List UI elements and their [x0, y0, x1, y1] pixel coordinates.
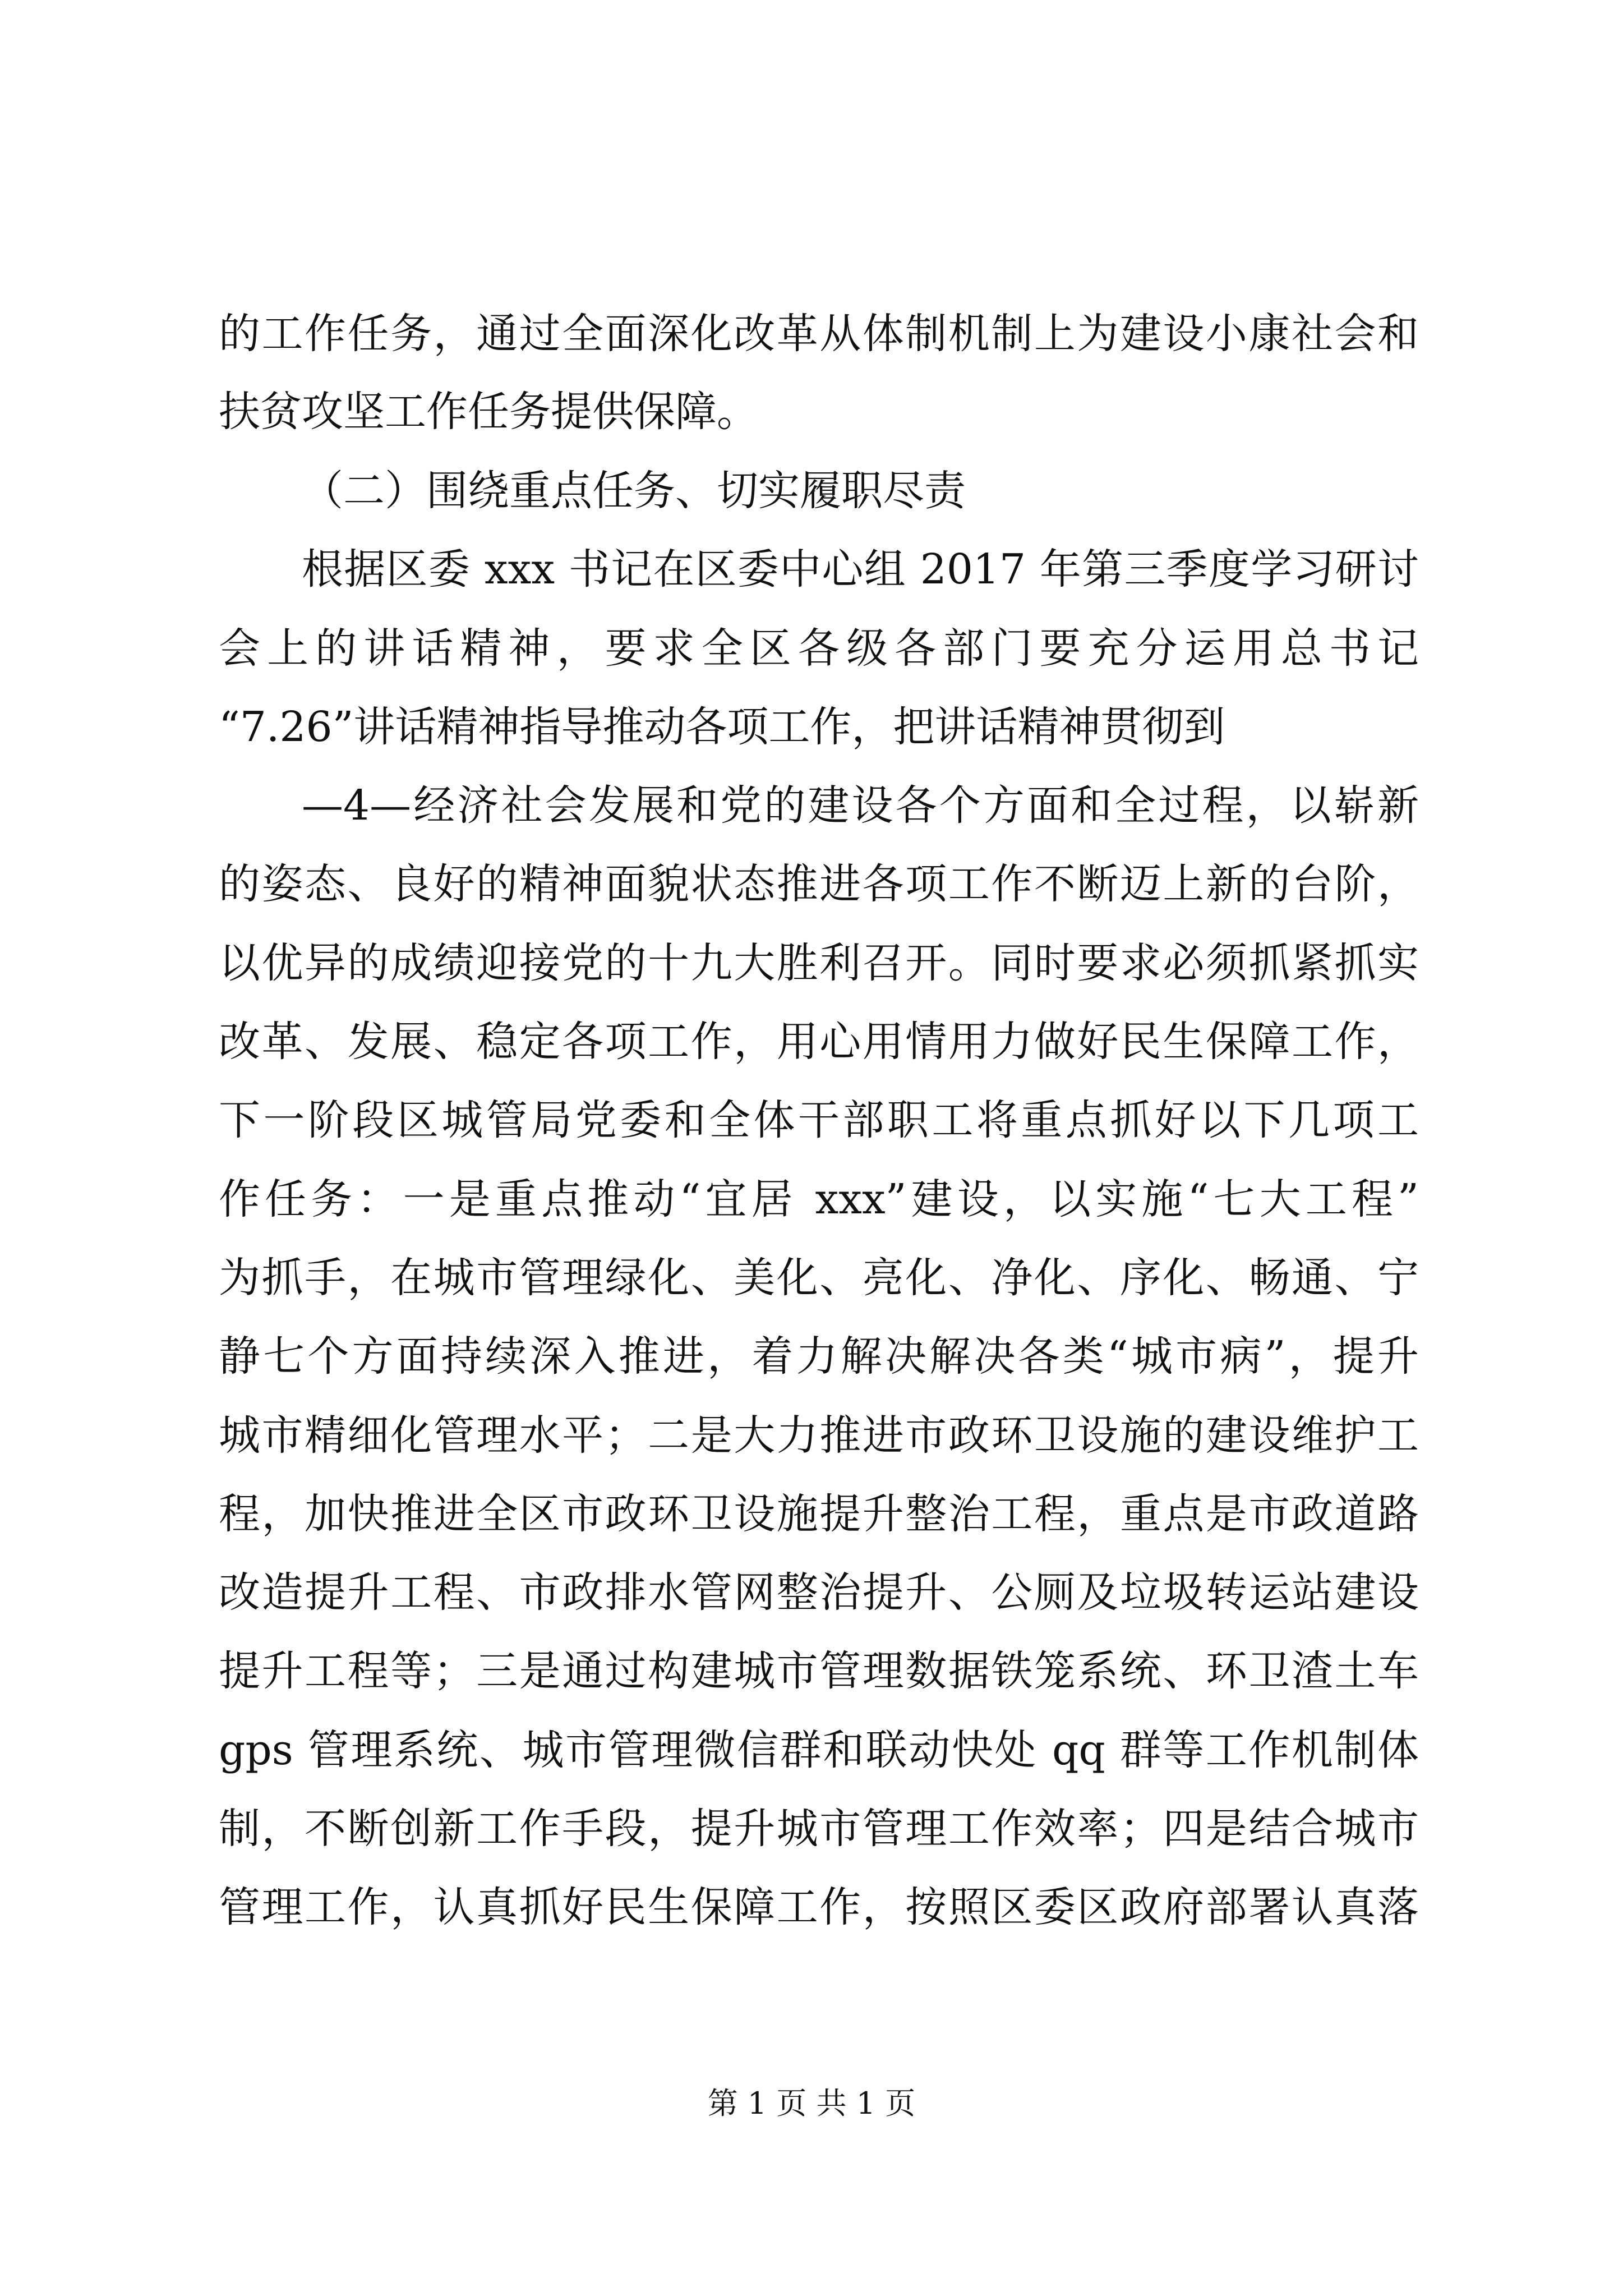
section-heading: （二）围绕重点任务、切实履职尽责: [302, 467, 966, 515]
body-line: 以优异的成绩迎接党的十九大胜利召开。同时要求必须抓紧抓实: [219, 939, 1419, 987]
body-line: 下一阶段区城管局党委和全体干部职工将重点抓好以下几项工: [219, 1096, 1419, 1144]
body-line: 作任务：一是重点推动“宜居 xxx”建设，以实施“七大工程”: [219, 1175, 1419, 1223]
body-line: 静七个方面持续深入推进，着力解决解决各类“城市病”，提升: [219, 1332, 1419, 1381]
body-line: 程，加快推进全区市政环卫设施提升整治工程，重点是市政道路: [219, 1490, 1419, 1538]
body-line: “7.26”讲话精神指导推动各项工作，把讲话精神贯彻到: [219, 703, 1225, 751]
body-line: 的姿态、良好的精神面貌状态推进各项工作不断迈上新的台阶，: [219, 860, 1419, 908]
body-line: 扶贫攻坚工作任务提供保障。: [219, 388, 758, 436]
page-footer: 第 1 页 共 1 页: [707, 2086, 916, 2121]
body-line: 制，不断创新工作手段，提升城市管理工作效率；四是结合城市: [219, 1805, 1419, 1853]
body-line: 提升工程等；三是通过构建城市管理数据铁笼系统、环卫渣土车: [219, 1647, 1419, 1695]
body-line: 改造提升工程、市政排水管网整治提升、公厕及垃圾转运站建设: [219, 1568, 1419, 1617]
body-line: 为抓手，在城市管理绿化、美化、亮化、净化、序化、畅通、宁: [219, 1254, 1419, 1302]
body-line: 会上的讲话精神，要求全区各级各部门要充分运用总书记: [219, 624, 1419, 673]
body-line: 改革、发展、稳定各项工作，用心用情用力做好民生保障工作，: [219, 1018, 1419, 1066]
body-line: 管理工作，认真抓好民生保障工作，按照区委区政府部署认真落: [219, 1883, 1419, 1931]
body-line: gps 管理系统、城市管理微信群和联动快处 qq 群等工作机制体: [219, 1726, 1419, 1774]
paragraph-first-line: 根据区委 xxx 书记在区委中心组 2017 年第三季度学习研讨: [302, 545, 1419, 593]
paragraph-first-line: —4—经济社会发展和党的建设各个方面和全过程，以崭新: [302, 781, 1419, 830]
body-line: 的工作任务，通过全面深化改革从体制机制上为建设小康社会和: [219, 310, 1419, 358]
body-line: 城市精细化管理水平；二是大力推进市政环卫设施的建设维护工: [219, 1411, 1419, 1460]
